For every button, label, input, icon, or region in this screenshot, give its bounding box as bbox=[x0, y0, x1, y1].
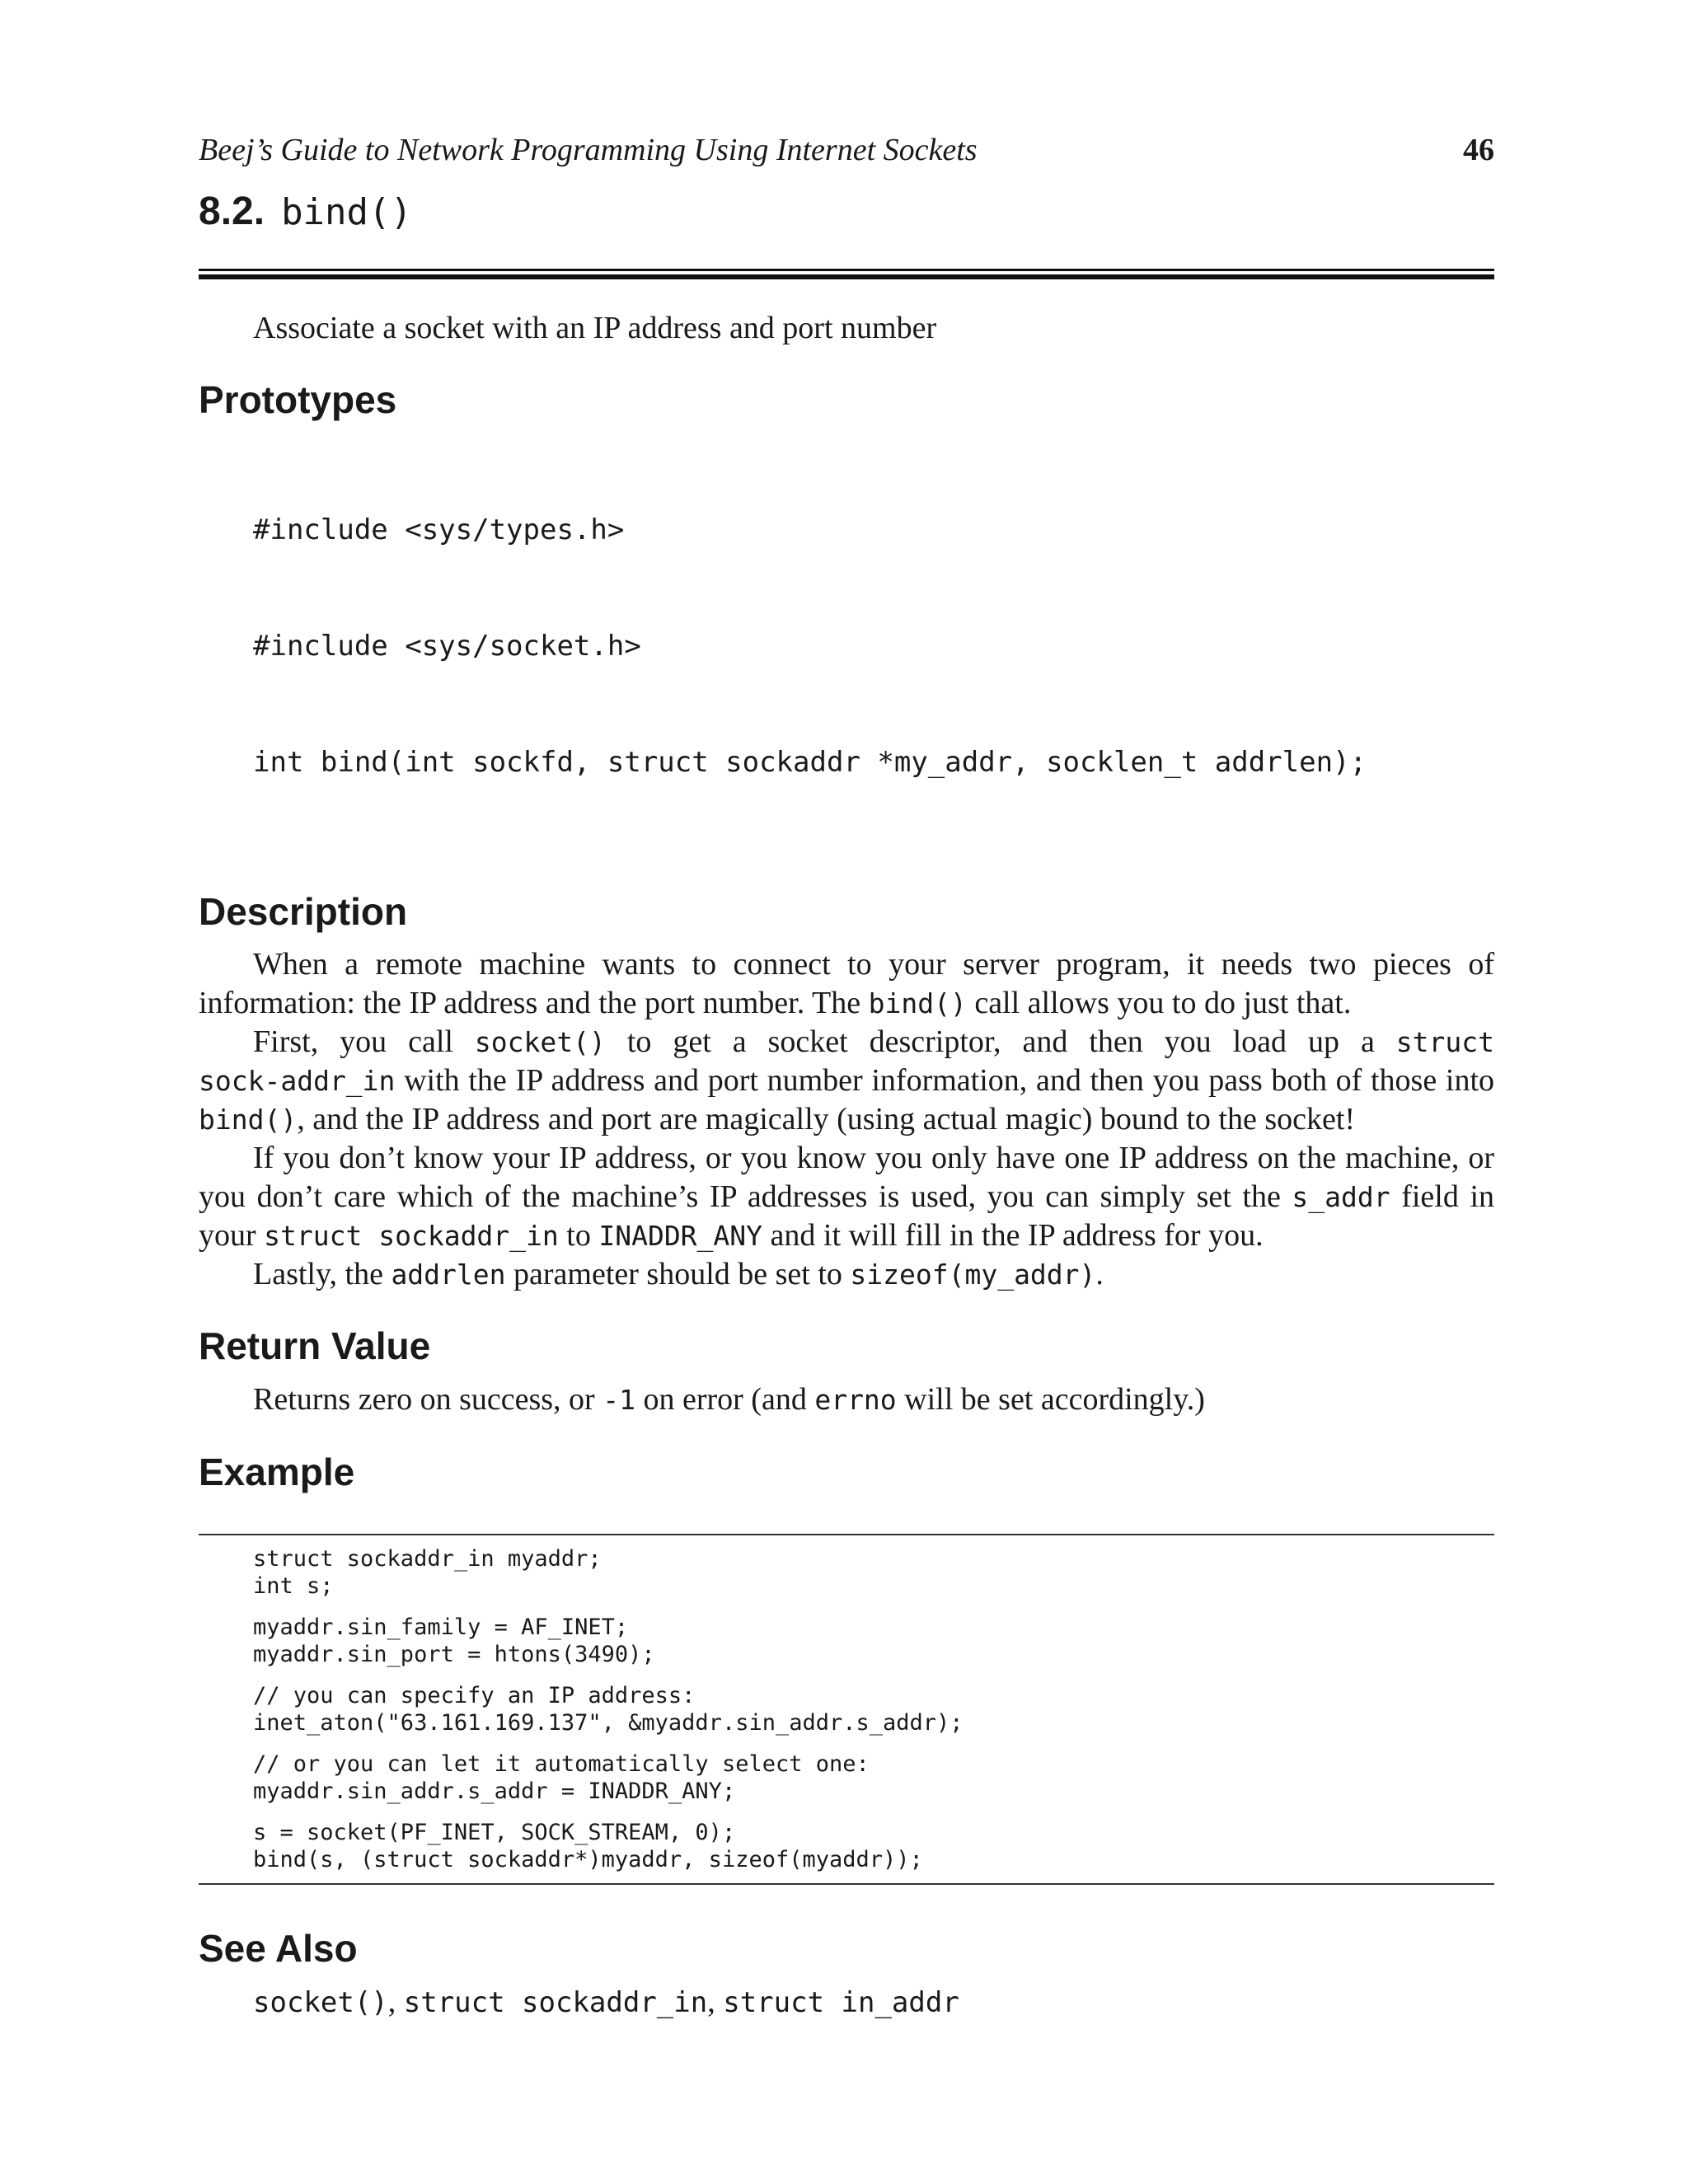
return-value-heading: Return Value bbox=[199, 1324, 431, 1367]
example-code-box bbox=[199, 1534, 1494, 1885]
document-page bbox=[199, 124, 1494, 2022]
text-run: . bbox=[1095, 1257, 1104, 1291]
inline-code: errno bbox=[814, 1384, 897, 1416]
running-title: Beej’s Guide to Network Programming Using Internet Sockets bbox=[199, 133, 978, 167]
text-run: will be set accordingly.) bbox=[896, 1382, 1205, 1417]
running-header bbox=[199, 124, 1494, 176]
description-body bbox=[199, 945, 1494, 1294]
code-gap bbox=[253, 1668, 1494, 1682]
prototype-line: int bind(int sockfd, struct sockaddr *my_addr, socklen_t addrlen); bbox=[253, 746, 1367, 779]
see-also-item: socket() bbox=[253, 1986, 388, 2019]
code-line: // or you can let it automatically select one: bbox=[253, 1751, 870, 1777]
inline-code: struct sock‑addr_in bbox=[199, 1026, 1494, 1097]
prototypes-heading: Prototypes bbox=[199, 378, 397, 421]
section-function-name: bind() bbox=[281, 191, 413, 233]
inline-code: bind() bbox=[199, 1104, 298, 1136]
prototype-line: #include <sys/types.h> bbox=[253, 513, 625, 546]
text-run: Returns zero on success, or bbox=[253, 1382, 603, 1417]
code-line: myaddr.sin_family = AF_INET; bbox=[253, 1615, 629, 1640]
code-line: // you can specify an IP address: bbox=[253, 1683, 696, 1708]
text-run: with the IP address and port number information, and then you pass both of those into bbox=[395, 1063, 1494, 1098]
section-number: 8.2. bbox=[199, 190, 265, 233]
text-run: When a remote machine wants to connect to your server program, it needs two pieces of information: the IP address and the port number. The bbox=[199, 947, 1494, 1020]
inline-code: sizeof(my_addr) bbox=[850, 1258, 1096, 1291]
text-run: call allows you to do just that. bbox=[966, 986, 1352, 1020]
inline-code: addrlen bbox=[391, 1258, 506, 1291]
section-title bbox=[199, 180, 1494, 244]
code-gap bbox=[253, 1600, 1494, 1614]
code-gap bbox=[253, 1736, 1494, 1750]
code-line: struct sockaddr_in myaddr; bbox=[253, 1546, 602, 1572]
prototype-line: #include <sys/socket.h> bbox=[253, 630, 641, 663]
text-run: on error (and bbox=[635, 1382, 815, 1417]
description-heading: Description bbox=[199, 890, 408, 933]
example-heading: Example bbox=[199, 1451, 355, 1493]
description-paragraph bbox=[199, 1255, 1494, 1294]
code-line: myaddr.sin_port = htons(3490); bbox=[253, 1642, 655, 1667]
see-also-heading: See Also bbox=[199, 1927, 358, 1970]
text-run: and it will fill in the IP address for you. bbox=[762, 1218, 1264, 1253]
return-value-text bbox=[199, 1380, 1494, 1420]
text-run: First, you call bbox=[253, 1024, 475, 1059]
description-paragraph bbox=[199, 1023, 1494, 1139]
text-run: field in your bbox=[199, 1179, 1494, 1253]
description-paragraph bbox=[199, 945, 1494, 1023]
see-also-separator: , bbox=[707, 1985, 724, 2019]
see-also-separator: , bbox=[387, 1985, 404, 2019]
text-run: , and the IP address and port are magically (using actual magic) bound to the socket! bbox=[297, 1102, 1356, 1137]
inline-code: socket() bbox=[474, 1026, 606, 1058]
code-line: inet_aton("63.161.169.137", &myaddr.sin_addr.s_addr); bbox=[253, 1710, 964, 1736]
see-also-item: struct in_addr bbox=[723, 1986, 959, 2019]
page-number: 46 bbox=[1463, 133, 1494, 167]
inline-code: s_addr bbox=[1292, 1181, 1390, 1213]
code-line: myaddr.sin_addr.s_addr = INADDR_ANY; bbox=[253, 1779, 736, 1804]
text-run: to bbox=[558, 1218, 599, 1253]
description-paragraph bbox=[199, 1139, 1494, 1255]
text-run: If you don’t know your IP address, or you know you only have one IP address on the machine, or you don’t care which of the machine’s IP addresses is used, you can simply set the bbox=[199, 1141, 1494, 1214]
see-also-list bbox=[199, 1982, 1494, 2022]
see-also-item: struct sockaddr_in bbox=[403, 1986, 708, 2019]
code-line: int s; bbox=[253, 1573, 334, 1599]
code-gap bbox=[253, 1805, 1494, 1819]
prototypes-code bbox=[199, 434, 1494, 860]
code-line: bind(s, (struct sockaddr*)myaddr, sizeof(myaddr)); bbox=[253, 1847, 923, 1872]
inline-code: -1 bbox=[603, 1384, 635, 1416]
text-run: parameter should be set to bbox=[505, 1257, 851, 1291]
section-title-rule bbox=[199, 269, 1494, 271]
text-run: Lastly, the bbox=[253, 1257, 392, 1291]
text-run: to get a socket descriptor, and then you load up a bbox=[605, 1024, 1396, 1059]
inline-code: bind() bbox=[868, 987, 967, 1019]
inline-code: INADDR_ANY bbox=[598, 1220, 763, 1252]
section-summary: Associate a socket with an IP address and port number bbox=[253, 311, 937, 345]
inline-code: struct sockaddr_in bbox=[264, 1220, 559, 1252]
code-line: s = socket(PF_INET, SOCK_STREAM, 0); bbox=[253, 1820, 736, 1845]
